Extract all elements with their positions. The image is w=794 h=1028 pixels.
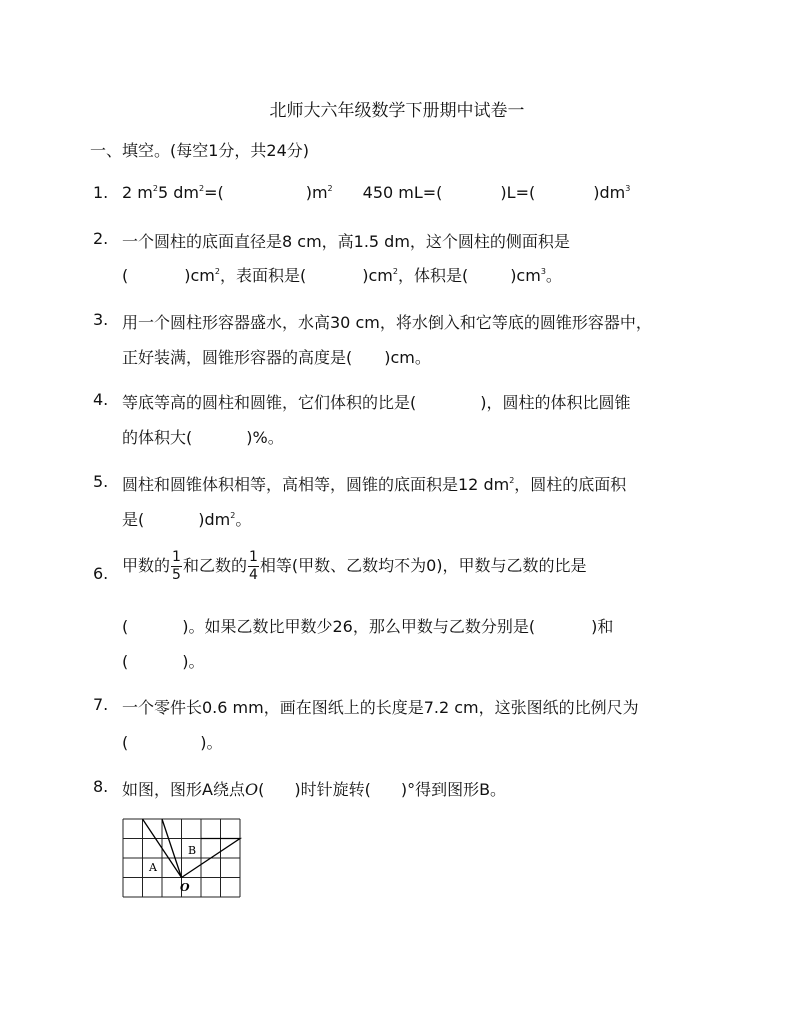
question-2-number: 2. bbox=[93, 229, 109, 248]
question-1-number: 1. bbox=[93, 183, 109, 202]
point-o-label: O bbox=[180, 881, 190, 894]
shape-a-label: A bbox=[149, 861, 157, 874]
question-6-line-2: ( )。如果乙数比甲数少26，那么甲数与乙数分别是( )和 bbox=[122, 617, 614, 636]
question-3-line-1: 用一个圆柱形容器盛水，水高30 cm，将水倒入和它等底的圆锥形容器中， bbox=[122, 313, 652, 332]
question-6-line-3: ( )。 bbox=[122, 652, 205, 671]
question-4-line-1: 等底等高的圆柱和圆锥，它们体积的比是( )，圆柱的体积比圆锥 bbox=[122, 393, 631, 412]
question-8-line-1: 如图，图形A绕点O( )时针旋转( )°得到图形B。 bbox=[122, 780, 507, 799]
fraction-one-fifth: $\frac{1}{5}$ bbox=[172, 549, 181, 583]
question-1: 2 $m^25$ $dm^2=$( )$m^2$ 450 mL=( )L=( )$dm^3$ bbox=[122, 183, 631, 202]
question-3-line-2: 正好装满，圆锥形容器的高度是( )cm。 bbox=[122, 348, 431, 367]
shape-b-label: B bbox=[188, 844, 197, 857]
question-6-number: 6. bbox=[93, 564, 109, 583]
fraction-one-fourth: $\frac{1}{4}$ bbox=[248, 549, 258, 583]
question-4-line-2: 的体积大( )%。 bbox=[122, 428, 284, 447]
section-heading: 一、填空。(每空1分，共24分) bbox=[90, 141, 310, 160]
rotation-figure bbox=[122, 818, 244, 900]
question-7-number: 7. bbox=[93, 695, 109, 714]
question-7-line-2: ( )。 bbox=[122, 733, 223, 752]
question-3-number: 3. bbox=[93, 310, 109, 329]
page-title: 北师大六年级数学下册期中试卷一 bbox=[269, 101, 525, 121]
question-5-number: 5. bbox=[93, 472, 109, 491]
question-6-line-1: 甲数的 $\frac{1}{5}$ 和乙数的 $\frac{1}{4}$ 相等(甲数、乙数均不为0)，甲数与乙数的比是 bbox=[122, 549, 587, 583]
question-5-line-2: 是( )$dm^2$。 bbox=[122, 510, 252, 529]
question-2-line-2: ( )$cm^2$，表面积是( )$cm^2$，体积是( )$cm^3$。 bbox=[122, 266, 562, 285]
question-2-line-1: 一个圆柱的底面直径是8 cm，高1.5 dm，这个圆柱的侧面积是 bbox=[122, 232, 570, 251]
question-8-number: 8. bbox=[93, 777, 109, 796]
question-4-number: 4. bbox=[93, 390, 109, 409]
question-5-line-1: 圆柱和圆锥体积相等，高相等，圆锥的底面积是12 $dm^2$，圆柱的底面积 bbox=[122, 475, 627, 494]
question-7-line-1: 一个零件长0.6 mm，画在图纸上的长度是7.2 cm，这张图纸的比例尺为 bbox=[122, 698, 639, 717]
